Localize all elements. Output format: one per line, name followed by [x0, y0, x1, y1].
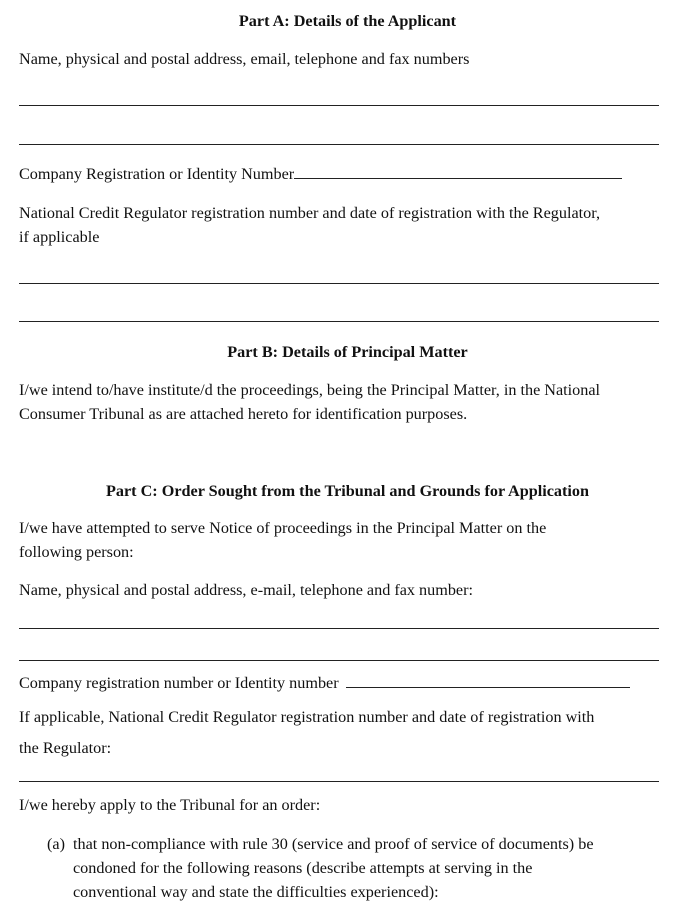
order-item-a	[47, 832, 657, 904]
order-item-a-label: (a)	[47, 835, 65, 853]
part-a-company-reg-row	[19, 162, 664, 186]
part-c-ncr-line2: the Regulator:	[19, 739, 112, 757]
part-a-name-line-1[interactable]	[19, 105, 659, 106]
part-a-heading: Part A: Details of the Applicant	[238, 12, 457, 30]
part-c-serve-line1: I/we have attempted to serve Notice of proceedings in the Principal Matter on the	[19, 519, 547, 537]
part-b-text-line2: Consumer Tribunal as are attached hereto for identification purposes.	[19, 405, 468, 423]
part-c-company-reg-line[interactable]	[346, 673, 630, 688]
part-c-serve-line2: following person:	[19, 543, 134, 561]
part-c-name-prompt: Name, physical and postal address, e-mail, telephone and fax number:	[19, 581, 474, 599]
part-a-ncr-line-2[interactable]	[19, 321, 659, 322]
part-a-ncr-prompt	[19, 201, 664, 249]
part-a-name-line-2[interactable]	[19, 144, 659, 145]
part-c-heading: Part C: Order Sought from the Tribunal and Grounds for Application	[106, 482, 589, 500]
part-c-serve-text	[19, 516, 664, 564]
part-c-name-line-2[interactable]	[19, 660, 659, 661]
part-b-text	[19, 378, 664, 426]
part-c-ncr-line[interactable]	[19, 781, 659, 782]
part-b-heading: Part B: Details of Principal Matter	[227, 343, 468, 361]
part-c-apply-text: I/we hereby apply to the Tribunal for an order:	[19, 796, 321, 814]
order-item-a-line1: that non-compliance with rule 30 (service and proof of service of documents) be	[73, 835, 594, 853]
part-c-company-reg-row	[19, 671, 664, 695]
part-a-ncr-prompt-line1: National Credit Regulator registration number and date of registration with the Regulator,	[19, 204, 601, 222]
order-item-a-line2: condoned for the following reasons (describe attempts at serving in the	[73, 859, 533, 877]
part-a-ncr-prompt-line2: if applicable	[19, 228, 100, 246]
part-c-company-reg-label: Company registration number or Identity number	[19, 674, 339, 692]
part-c-name-line-1[interactable]	[19, 628, 659, 629]
order-item-a-text	[73, 832, 663, 904]
part-b-text-line1: I/we intend to/have institute/d the proceedings, being the Principal Matter, in the National	[19, 381, 601, 399]
part-a-company-reg-label: Company Registration or Identity Number	[19, 165, 295, 183]
part-c-ncr-text	[19, 702, 664, 764]
part-a-ncr-line-1[interactable]	[19, 283, 659, 284]
part-c-ncr-line1: If applicable, National Credit Regulator registration number and date of registration with	[19, 708, 595, 726]
part-a-company-reg-line[interactable]	[294, 164, 622, 179]
part-a-name-prompt: Name, physical and postal address, email, telephone and fax numbers	[19, 50, 470, 68]
order-item-a-line3: conventional way and state the difficulties experienced):	[73, 883, 439, 901]
